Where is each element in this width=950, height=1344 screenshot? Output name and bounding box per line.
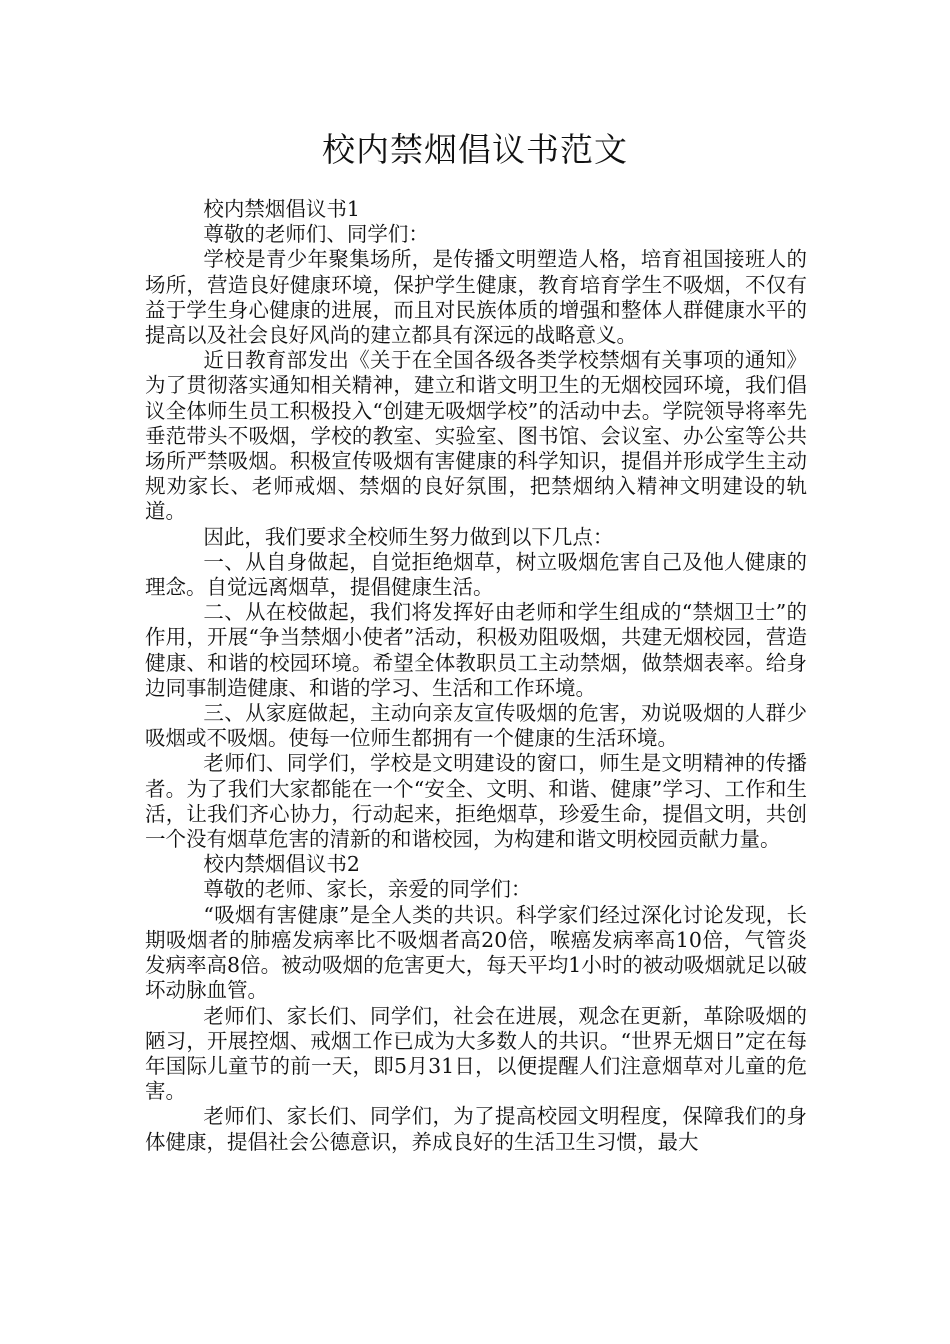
body-paragraph: 因此，我们要求全校师生努力做到以下几点：	[203, 524, 614, 549]
salutation: 尊敬的老师、家长，亲爱的同学们：	[203, 877, 532, 902]
body-paragraph: 老师们、家长们、同学们，为了提高校园文明程度，保障我们的身体健康，提倡社会公德意识，养成良好的生活卫生习惯，最大	[145, 1104, 807, 1154]
section-heading: 校内禁烟倡议书1	[203, 197, 360, 221]
document-body	[145, 197, 807, 1155]
list-item: 二、从在校做起，我们将发挥好由老师和学生组成的“禁烟卫士”的作用，开展“争当禁烟小使者”活动，积极劝阻吸烟，共建无烟校园，营造健康、和谐的校园环境。希望全体教职员工主动禁烟，做禁烟表率。给身边同事制造健康、和谐的学习、生活和工作环境。	[145, 600, 807, 700]
body-paragraph: “吸烟有害健康”是全人类的共识。科学家们经过深化讨论发现，长期吸烟者的肺癌发病率比不吸烟者高20倍，喉癌发病率高10倍，气管炎发病率高8倍。被动吸烟的危害更大，每天平均1小时的被动吸烟就足以破坏动脉血管。	[145, 902, 807, 1003]
body-paragraph: 近日教育部发出《关于在全国各级各类学校禁烟有关事项的通知》为了贯彻落实通知相关精神，建立和谐文明卫生的无烟校园环境，我们倡议全体师生员工积极投入“创建无吸烟学校”的活动中去。学院领导将率先垂范带头不吸烟，学校的教室、实验室、图书馆、会议室、办公室等公共场所严禁吸烟。积极宣传吸烟有害健康的科学知识，提倡并形成学生主动规劝家长、老师戒烟、禁烟的良好氛围，把禁烟纳入精神文明建设的轨道。	[145, 348, 807, 524]
list-item: 三、从家庭做起，主动向亲友宣传吸烟的危害，劝说吸烟的人群少吸烟或不吸烟。使每一位师生都拥有一个健康的生活环境。	[145, 701, 807, 751]
body-paragraph: 老师们、家长们、同学们，社会在进展，观念在更新，革除吸烟的陋习，开展控烟、戒烟工作已成为大多数人的共识。“世界无烟日”定在每年国际儿童节的前一天，即5月31日，以便提醒人们注意烟草对儿童的危害。	[145, 1003, 807, 1104]
salutation: 尊敬的老师们、同学们：	[203, 222, 429, 247]
document-title: 校内禁烟倡议书范文	[322, 130, 628, 169]
list-item: 一、从自身做起，自觉拒绝烟草，树立吸烟危害自己及他人健康的理念。自觉远离烟草，提倡健康生活。	[145, 549, 807, 600]
body-paragraph: 学校是青少年聚集场所，是传播文明塑造人格，培育祖国接班人的场所，营造良好健康环境，保护学生健康，教育培育学生不吸烟，不仅有益于学生身心健康的进展，而且对民族体质的增强和整体人群健康水平的提高以及社会良好风尚的建立都具有深远的战略意义。	[145, 247, 807, 348]
section-heading: 校内禁烟倡议书2	[203, 852, 360, 877]
body-paragraph: 老师们、同学们，学校是文明建设的窗口，师生是文明精神的传播者。为了我们大家都能在一个“安全、文明、和谐、健康”学习、工作和生活，让我们齐心协力，行动起来，拒绝烟草，珍爱生命，提倡文明，共创一个没有烟草危害的清新的和谐校园，为构建和谐文明校园贡献力量。	[145, 751, 807, 852]
